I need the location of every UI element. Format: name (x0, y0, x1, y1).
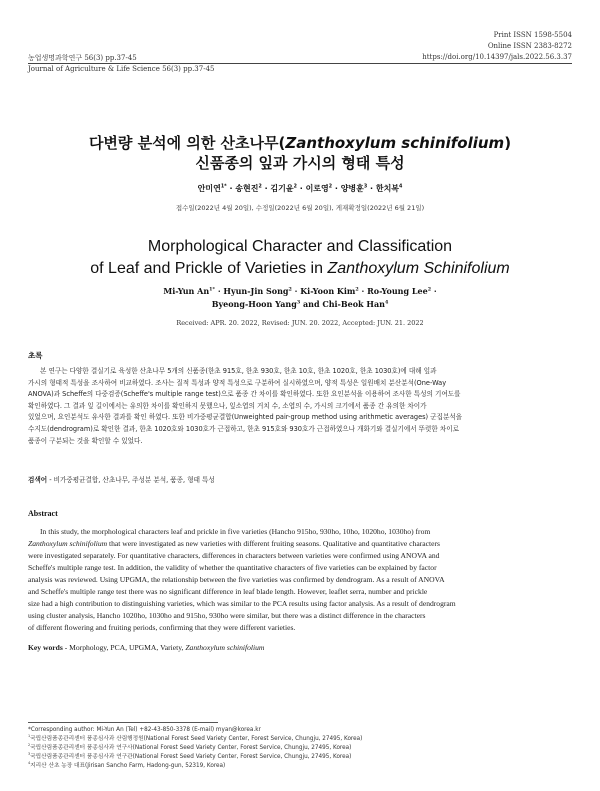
authors-en-line2: Byeong-Hoon Yang$^3$ and Chi-Beok Han$^4$ (211, 299, 389, 309)
print-issn: Print ISSN 1598-5504 (493, 31, 572, 39)
abstract-ko-heading: 초록 (28, 351, 43, 360)
doi-link[interactable]: https://doi.org/10.14397/jals.2022.56.3.37 (422, 53, 572, 61)
abstract-en-line: Zanthoxylum schinifolium that were investigated as new varieties with different fruiting seasons. Qualitative and quantitative characters (28, 539, 440, 548)
abstract-ko-body (28, 366, 572, 447)
abstract-ko-line: 본 연구는 다양한 결실기로 육성한 산초나무 5개의 신품종(한초 915호, 한초 930호, 한초 10호, 한초 1020호, 한초 1030호)에 대해 잎과 (40, 367, 437, 375)
abstract-ko-line: 있었으며, 요인분석도 유사한 결과를 확인 하였다. 또한 비가중평균결합(Unweighted pair-group method using arithmetic averages) 군집분석을 (28, 413, 463, 422)
abstract-ko-line: 확인하였다. 그 결과 잎 길이에서는 유의한 차이를 확인하지 못했으나, 잎소엽의 거치 수, 소엽의 수, 가시의 크기에서 품종 간 유의한 차이가 (28, 401, 427, 410)
title-en-species: Zanthoxylum Schinifolium (327, 260, 510, 277)
abstract-en-line: In this study, the morphological characters leaf and prickle in five varieties (Hancho 915ho, 930ho, 10ho, 1020ho, 1030ho) from (40, 527, 431, 536)
dates-ko: 접수일(2022년 4월 20일), 수정일(2022년 6월 20일), 게재확정일(2022년 6월 21일) (175, 204, 425, 212)
header-rule (28, 63, 572, 64)
keywords-ko-label: 검색어 (28, 476, 48, 484)
abstract-en-line: were investigated separately. For quantitative characters, differences in characters between varieties were confirmed using ANOVA and (28, 551, 440, 560)
title-ko-line1: 다변량 분석에 의한 산초나무(Zanthoxylum schinifolium) (88, 134, 512, 152)
authors-en-line1: Mi-Yun $An^{1*}$ · Hyun-Jin Song$^2$ · Ki-Yoon Kim$^2$ · Ro-Young Lee$^2$ · (163, 286, 437, 296)
abstract-en-line: Scheffe's multiple range test. In addition, the validity of whether the quantitative characters of five varieties can be explained by factor (28, 563, 437, 572)
abstract-en-line: of different flowering and fruiting periods, confirming that they were different varieties. (28, 623, 296, 632)
abstract-en-body (28, 526, 572, 634)
journal-name-ko: 농업생명과학연구 56(3) pp.37-45 (28, 54, 137, 62)
footnote-affiliation: $^1$국립산림품종관리센터 품종심사과 산림행정원(National Forest Seed Variety Center, Forest Service, Chungju, 27495, Korea) (28, 734, 363, 742)
keywords-en: Key words - Morphology, PCA, UPGMA, Variety, Zanthoxylum schinifolium (28, 643, 265, 652)
footnote-affiliation: $^2$국립산림품종관리센터 품종심사과 연구사(National Forest Seed Variety Center, Forest Service, Chungju, 27495, Korea) (28, 743, 352, 751)
keywords-en-label: Key words (28, 643, 63, 652)
footnote-rule (28, 722, 218, 723)
abstract-ko-line: 가시의 형태적 특성을 조사하여 비교하였다. 조사는 질적 특성과 양적 특성으로 구분하여 실시하였으며, 양적 특성은 일원배치 분산분석(One-Way (28, 378, 447, 387)
abstract-en-heading: Abstract (28, 509, 58, 518)
footnote-affiliation: $^4$지리산 산초 농장 대표(Jirisan Sancho Farm, Hadong-gun, 52319, Korea) (28, 761, 226, 769)
authors-ko: 안미연$^{1*}$ · 송현진$^2$ · 김기윤$^2$ · 이로영$^2$ · 양병훈$^3$ · 한치복$^4$ (197, 184, 403, 193)
abstract-en-line: analysis was reviewed. Using UPGMA, the relationship between the five varieties was confirmed by dendrogram. As a result of ANOVA (28, 575, 445, 584)
abstract-ko-line: 품종이 구분되는 것을 확인할 수 있었다. (28, 436, 143, 445)
footnote-affiliation: $^3$국립산림품종관리센터 품종심사과 연구관(National Forest Seed Variety Center, Forest Service, Chungju, 27495, Korea) (28, 752, 352, 760)
abstract-en-line: using cluster analysis, Hancho 1020ho, 1030ho and 915ho, 930ho were similar, but there was a distinct difference in the characters (28, 611, 426, 620)
abstract-en-line: size had a high contribution to distinguishing varieties, which was similar to the PCA results using factor analysis. As a result of dendrogram (28, 599, 456, 608)
abstract-en-line: and Scheffe's multiple range test there was no significant difference in leaf blade length. However, leaflet serra, number and prickle (28, 587, 428, 596)
title-ko-line2: 신품종의 잎과 가시의 형태 특성 (195, 154, 405, 172)
title-ko-species: Zanthoxylum schinifolium (285, 134, 505, 152)
abstract-ko-line: ANOVA)과 Scheffe의 다중검증(Scheffe's multiple range test)으로 품종 간 차이를 확인하였다. 또한 요인분석을 이용하여 조사한 특성의 기여도를 (28, 390, 461, 399)
abstract-ko-line: 수지도(dendrogram)로 확인한 결과, 한초 1020호와 1030호가 근접하고, 한초 915호와 930호가 근접하였으나 개화기와 결실기에서 뚜렷한 차이로 (28, 424, 459, 433)
journal-name-en: Journal of Agriculture & Life Science 56(3) pp.37-45 (28, 65, 215, 73)
footnote-corresponding: *Corresponding author: Mi-Yun An (Tel) +82-43-850-3378 (E-mail) myan@korea.kr (28, 727, 261, 733)
footnotes (28, 726, 572, 771)
online-issn: Online ISSN 2383-8272 (487, 42, 572, 50)
title-en-line2: of Leaf and Prickle of Varieties in Zanthoxylum Schinifolium (90, 260, 510, 277)
title-en-line1: Morphological Character and Classification (147, 238, 453, 255)
dates-en: Received: APR. 20. 2022, Revised: JUN. 20. 2022, Accepted: JUN. 21. 2022 (176, 319, 424, 327)
keywords-ko: 검색어 - 비가중평균결합, 산초나무, 주성분 분석, 품종, 형태 특성 (28, 476, 215, 484)
